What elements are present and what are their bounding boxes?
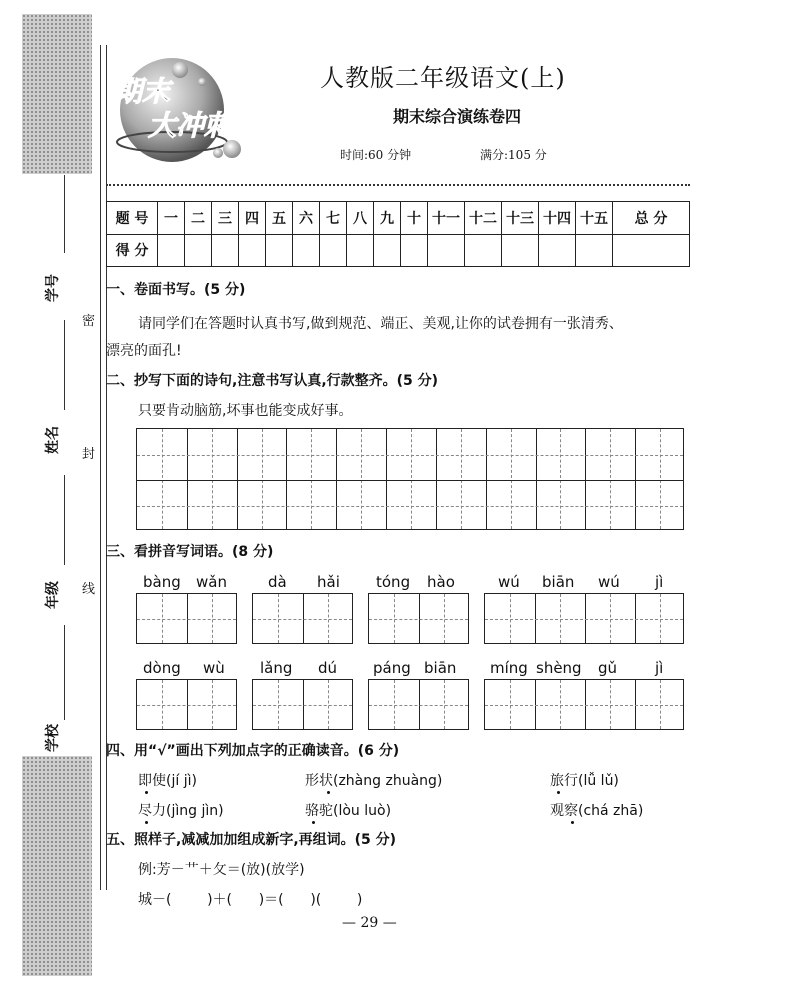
score-table-header: 七 [320,202,347,235]
pinyin-label: bàng [143,573,181,591]
section-1-text-b: 漂亮的面孔! [106,343,182,359]
page-number: — 29 — [342,915,397,931]
pinyin-answer-box[interactable] [136,679,237,730]
pinyin-answer-box[interactable] [484,679,684,730]
pinyin-label: jì [655,573,664,591]
student-id-underline [64,175,65,253]
score-cell[interactable] [374,234,401,267]
reading-option[interactable]: 尽力(jìng jìn) [138,803,224,819]
score-table-header: 六 [293,202,320,235]
score-cell[interactable] [428,234,465,267]
section-2-text: 只要肯动脑筋,坏事也能变成好事。 [138,403,353,419]
section-4-title: 四、用“√”画出下列加点字的正确读音。(6 分) [106,743,400,759]
student-id-label: 学号 [45,274,61,302]
pinyin-answer-box[interactable] [368,679,469,730]
score-table-header: 三 [212,202,239,235]
grade-label: 年级 [45,581,61,609]
pinyin-label: dòng [143,659,181,677]
score-row-label: 得 分 [107,234,158,267]
pinyin-label: hào [427,573,455,591]
time-limit: 时间:60 分钟 [340,148,412,162]
section-1-text-a: 请同学们在答题时认真书写,做到规范、端正、美观,让你的试卷拥有一张清秀、 [138,316,623,332]
pinyin-label: shèng [536,659,582,677]
dotted-divider [106,184,690,186]
pinyin-label: dà [268,573,287,591]
section-5-example: 例:芳－艹＋攵＝(放)(放学) [138,862,305,878]
emphasis-dot [557,791,560,794]
copy-writing-grid[interactable] [136,428,684,530]
emphasis-dot [145,821,148,824]
score-table-header: 十二 [465,202,502,235]
score-table-header: 十 [401,202,428,235]
grade-underline [64,475,65,565]
score-table-header: 十三 [502,202,539,235]
pinyin-answer-box[interactable] [368,593,469,644]
reading-option[interactable]: 形状(zhàng zhuàng) [305,773,443,789]
name-label: 姓名 [45,426,61,454]
reading-option[interactable]: 骆驼(lòu luò) [305,803,392,819]
score-cell[interactable] [158,234,185,267]
school-underline [64,625,65,720]
score-table-header: 十一 [428,202,465,235]
pinyin-answer-box[interactable] [136,593,237,644]
logo-text-line2: 大冲刺 [148,109,233,142]
reading-option[interactable]: 旅行(lǚ lǔ) [550,773,619,789]
score-cell[interactable] [576,234,613,267]
score-table-header: 八 [347,202,374,235]
section-3-title: 三、看拼音写词语。(8 分) [106,544,274,560]
score-total-cell[interactable] [613,234,690,267]
emphasis-dot [327,791,330,794]
reading-option[interactable]: 即使(jí jì) [138,773,197,789]
pinyin-label: jì [655,659,664,677]
pinyin-label: tóng [376,573,411,591]
pinyin-answer-box[interactable] [484,593,684,644]
pinyin-label: wú [498,573,520,591]
section-2-title: 二、抄写下面的诗句,注意书写认真,行款整齐。(5 分) [106,373,439,389]
section-5-question-1[interactable]: 城－( )＋( )＝( )( ) [138,892,363,908]
pinyin-label: lǎng [260,659,293,677]
seal-char-feng: 封 [82,447,96,462]
score-cell[interactable] [539,234,576,267]
pinyin-answer-box[interactable] [252,593,353,644]
emphasis-dot [571,821,574,824]
section-5-title: 五、照样子,减减加加组成新字,再组词。(5 分) [106,832,397,848]
school-label: 学校 [45,724,61,752]
exam-title: 人教版二年级语文(上) [320,64,566,92]
score-table-header: 一 [158,202,185,235]
seal-char-mi: 密 [82,314,96,329]
score-table-header: 四 [239,202,266,235]
exam-logo [110,52,255,168]
reading-option[interactable]: 观察(chá zhā) [550,803,644,819]
score-table-header: 九 [374,202,401,235]
score-cell[interactable] [401,234,428,267]
binding-line-inner [106,45,107,890]
score-table-header-row [107,202,690,235]
pinyin-label: biān [542,573,575,591]
pinyin-label: dú [318,659,338,677]
score-table-score-row [107,234,690,267]
pinyin-label: wù [203,659,225,677]
score-cell[interactable] [502,234,539,267]
pinyin-label: páng [373,659,411,677]
full-score: 满分:105 分 [480,148,547,162]
pinyin-label: wǎn [196,573,227,591]
score-table-header: 十四 [539,202,576,235]
score-cell[interactable] [239,234,266,267]
score-cell[interactable] [465,234,502,267]
exam-subtitle: 期末综合演练卷四 [393,107,522,126]
pinyin-label: gǔ [598,659,618,677]
score-cell[interactable] [185,234,212,267]
pinyin-label: hǎi [317,573,340,591]
section-1-title: 一、卷面书写。(5 分) [106,282,246,298]
seal-char-xian: 线 [82,582,96,597]
pinyin-label: míng [490,659,528,677]
pinyin-label: biān [424,659,457,677]
name-underline [64,320,65,410]
score-table-header: 十五 [576,202,613,235]
logo-text-line1: 期末 [114,75,171,108]
score-table-header: 题 号 [107,202,158,235]
score-cell[interactable] [293,234,320,267]
score-cell[interactable] [320,234,347,267]
score-cell[interactable] [212,234,239,267]
score-table-header: 二 [185,202,212,235]
score-cell[interactable] [347,234,374,267]
score-table [106,201,690,267]
emphasis-dot [145,791,148,794]
emphasis-dot [312,821,315,824]
binding-pattern-top [22,14,92,174]
score-cell[interactable] [266,234,293,267]
score-table-header: 总 分 [613,202,690,235]
score-table-header: 五 [266,202,293,235]
pinyin-label: wú [598,573,620,591]
binding-pattern-bottom [22,756,92,976]
binding-line-outer [100,45,101,890]
pinyin-answer-box[interactable] [252,679,353,730]
